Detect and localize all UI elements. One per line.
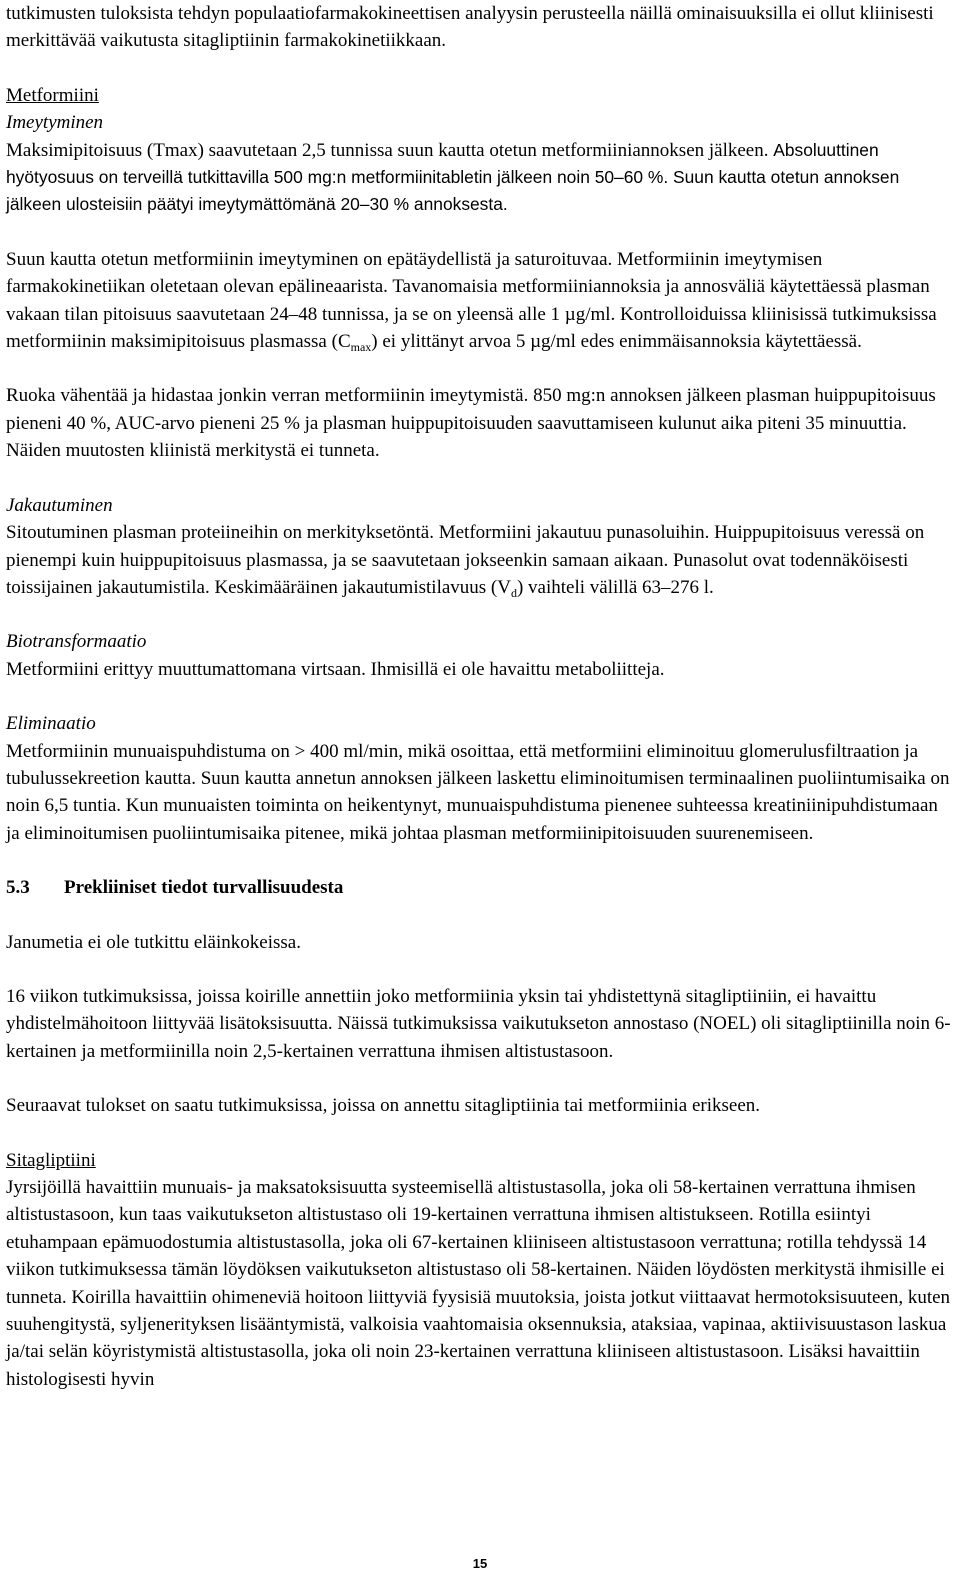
elimination-text: Metformiinin munuaispuhdistuma on > 400 ml/min, mikä osoittaa, että metformiini eliminoituu glomerulusfiltraation ja tubulussekreetion kautta. Suun kautta annetun annoksen jälkeen laskettu eliminoitumisen terminaalinen puoliintumisaika on noin 6,5 tuntia. Kun munuaisten toiminta on heikentynyt, munuaispuhdistuma pienenee suhteessa kreatiniinipuhdistumaan ja eliminoitumisen puoliintumisaika pitenee, mikä johtaa plasman metformiinipitoisuuden suurenemiseen. bbox=[6, 740, 950, 844]
preclinical-paragraph-3: Seuraavat tulokset on saatu tutkimuksissa, joissa on annettu sitagliptiinia tai metformiinia erikseen. bbox=[6, 1095, 761, 1117]
biotransformation-text: Metformiini erittyy muuttumattomana virtsaan. Ihmisillä ei ole havaittu metaboliitteja. bbox=[6, 658, 665, 680]
jakautuminen-subheading: Jakautuminen bbox=[6, 494, 113, 516]
metformiini-block bbox=[6, 82, 954, 219]
sitagliptiini-text: Jyrsijöillä havaittiin munuais- ja maksatoksisuutta systeemisellä altistustasolla, joka oli 58-kertainen verrattuna ihmisen altistustasoon, kun taas vaikutukseton altistustaso oli 19-kertainen verrattuna ihmisen altistukseen. Rotilla esiintyi etuhampaan epämuodostumia altistustasolla, joka oli 67-kertainen kliiniseen altistustasoon verrattuna; rotilla tehdyssä 14 viikon tutkimuksessa tämän löydöksen vaikutukseton altistustaso oli 58-kertainen. Näiden löydösten merkitystä ihmisille ei tunneta. Koirilla havaittiin ohimeneviä hoitoon liittyviä fyysisiä muutoksia, joista jotkut viittaavat hermotoksisuuteen, kuten suuhengitystä, syljenerityksen lisääntymistä, valkoisia vaahtomaisia oksennuksia, ataksiaa, vapinaa, aktiivisuustason laskua ja/tai selän köyristymistä altistustasolla, joka oli noin 23-kertainen verrattuna kliiniseen altistustasoon. Lisäksi havaittiin histologisesti hyvin bbox=[6, 1177, 951, 1390]
preclinical-paragraph-2: 16 viikon tutkimuksissa, joissa koirille annettiin joko metformiinia yksin tai yhdistettynä sitagliptiiniin, ei havaittu yhdistelmähoitoon liittyvää lisätoksisuutta. Näissä tutkimuksissa vaikutukseton annostaso (NOEL) oli sitagliptiinilla noin 6-kertainen ja metformiinilla noin 2,5-kertainen verrattuna ihmisen altistustasoon. bbox=[6, 985, 951, 1062]
page-number: 15 bbox=[472, 1556, 488, 1571]
absorption2-text-d: ) ei ylittänyt arvoa 5 µg/ml edes enimmäisannoksia käytettäessä. bbox=[371, 331, 862, 353]
absorption-text-b: Absoluuttinen hyötyosuus on terveillä tutkittavilla 500 mg:n metformiinitabletin jälkeen noin 50–60 %. Suun kautta otetun annoksen jälkeen ulosteisiin päätyi imeytymättömänä 20–30 % annoksesta. bbox=[6, 139, 900, 215]
absorption2-text-a: Suun kautta otetun metformiinin imeytyminen on epätäydellistä ja saturoituvaa. bbox=[6, 248, 613, 270]
biotransformaatio-subheading: Biotransformaatio bbox=[6, 631, 147, 653]
imeytyminen-subheading: Imeytyminen bbox=[6, 112, 104, 134]
absorption2-text-c: Tavanomaisia metformiiniannoksia ja annosväliä käytettäessä plasman vakaan tilan pitoisuus saavutetaan 24–48 tunnissa, ja se on yleensä alle 1 µg/ml. Kontrolloiduissa kliinisissä tutkimuksissa metformiinin maksimipitoisuus plasmassa (C bbox=[6, 276, 937, 353]
distribution-text-b: ) vaihteli välillä 63–276 l. bbox=[516, 576, 714, 598]
absorption-paragraph-2 bbox=[6, 246, 954, 356]
section-number: 5.3 bbox=[6, 877, 30, 899]
sitagliptiini-subheading: Sitagliptiini bbox=[6, 1149, 96, 1171]
absorption-text-a: Maksimipitoisuus (Tmax) saavutetaan 2,5 tunnissa suun kautta otetun metformiiniannoksen jälkeen. bbox=[6, 139, 769, 161]
intro-paragraph: tutkimusten tuloksista tehdyn populaatiofarmakokineettisen analyysin perusteella näillä ominaisuuksilla ei ollut kliinisesti merkittävää vaikutusta sitagliptiinin farmakokinetiikkaan. bbox=[6, 3, 934, 52]
section-5-3-heading bbox=[6, 874, 954, 901]
distribution-text-a: Sitoutuminen plasman proteiineihin on merkityksetöntä. Metformiini jakautuu punasoluihin. Huippupitoisuus veressä on pienempi kuin huippupitoisuus plasmassa, ja se saavutetaan jokseenkin samaan aikaan. Punasolut ovat todennäköisesti toissijainen jakautumistila. Keskimääräinen jakautumistilavuus (V bbox=[6, 522, 925, 598]
metformiini-title: Metformiini bbox=[6, 84, 99, 106]
jakautuminen-block bbox=[6, 492, 954, 602]
preclinical-paragraph-1: Janumetia ei ole tutkittu eläinkokeissa. bbox=[6, 931, 301, 953]
cmax-subscript: max bbox=[350, 340, 372, 355]
food-effect-paragraph: Ruoka vähentää ja hidastaa jonkin verran metformiinin imeytymistä. 850 mg:n annoksen jälkeen plasman huippupitoisuus pieneni 40 %, AUC-arvo pieneni 25 % ja plasman huippupitoisuuden saavuttamiseen kulunut aika piteni 35 minuuttia. Näiden muutosten kliinistä merkitystä ei tunneta. bbox=[6, 385, 936, 462]
absorption2-text-b: Metformiinin imeytymisen farmakokinetiikan oletetaan olevan epälineaarista. bbox=[6, 248, 823, 298]
eliminaatio-subheading: Eliminaatio bbox=[6, 713, 96, 735]
biotransformaatio-block bbox=[6, 628, 954, 683]
sitagliptiini-block bbox=[6, 1147, 954, 1394]
section-title: Prekliiniset tiedot turvallisuudesta bbox=[64, 877, 344, 899]
document-page bbox=[6, 0, 954, 1393]
eliminaatio-block bbox=[6, 710, 954, 847]
vd-subscript: d bbox=[510, 585, 517, 600]
